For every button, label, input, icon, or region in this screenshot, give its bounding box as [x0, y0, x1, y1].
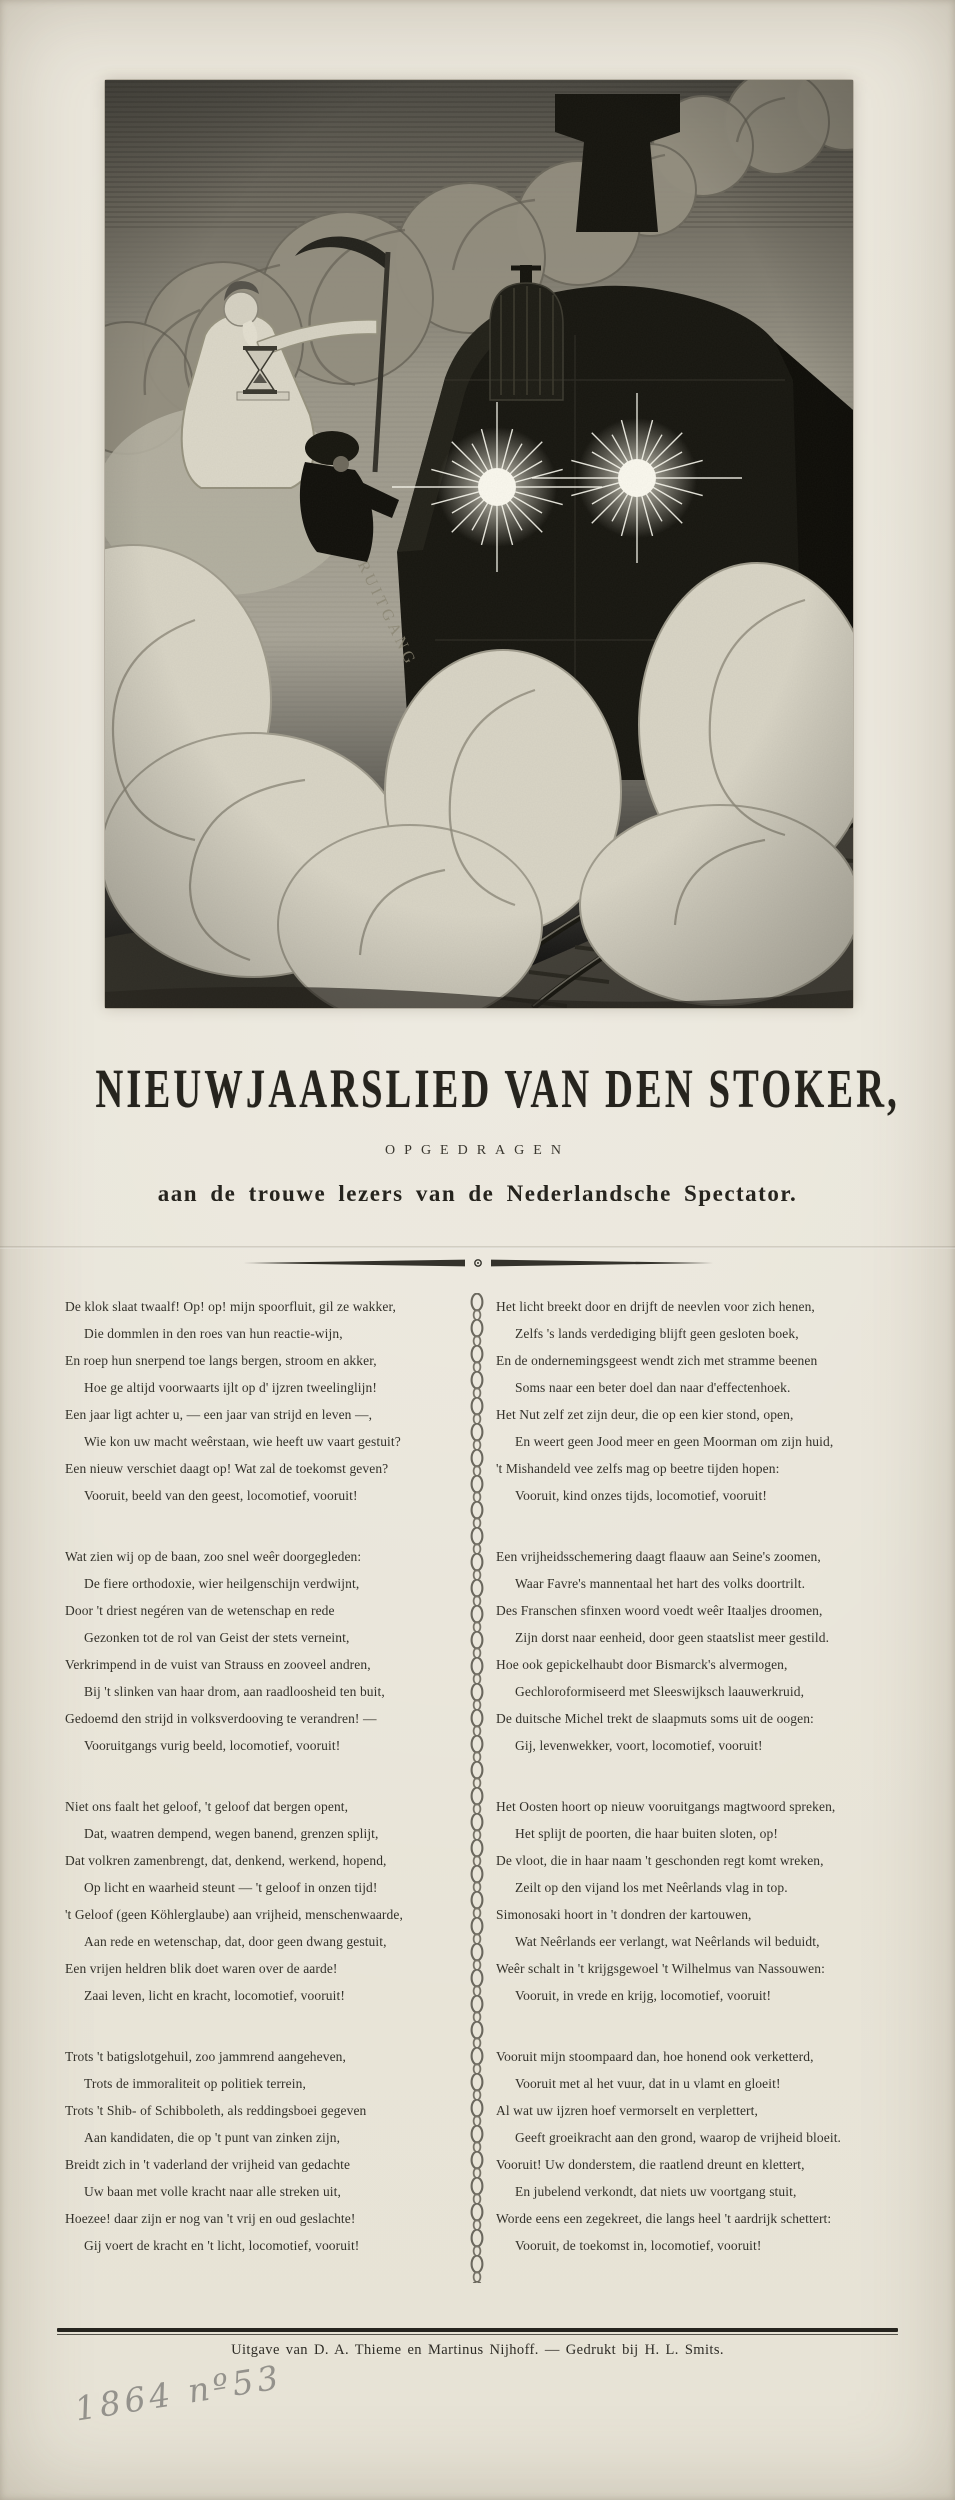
- verse-line: Zaai leven, licht en kracht, locomotief, vooruit!: [84, 1988, 345, 2003]
- verse-line: De klok slaat twaalf! Op! op! mijn spoorfluit, gil ze wakker,: [65, 1299, 396, 1314]
- verse-line: Hoe ge altijd voorwaarts ijlt op d' ijzren tweelinglijn!: [84, 1380, 377, 1395]
- verse-line: Zijn dorst naar eenheid, door geen staatslist meer gestild.: [515, 1630, 830, 1645]
- poem-left-column: [65, 1293, 462, 2293]
- verse-line: En roep hun snerpend toe langs bergen, stroom en akker,: [65, 1353, 377, 1368]
- stanza-4-right: [496, 2043, 890, 2259]
- verse-line: Vooruit! Uw donderstem, die raatlend dreunt en klettert,: [496, 2157, 805, 2172]
- lithograph-illustration: [105, 80, 853, 1008]
- verse-line: Gij voert de kracht en 't licht, locomotief, vooruit!: [84, 2238, 360, 2253]
- verse-line: Breidt zich in 't vaderland der vrijheid van gedachte: [65, 2157, 351, 2172]
- verse-line: Vooruit, in vrede en krijg, locomotief, vooruit!: [515, 1988, 772, 2003]
- stanza-4-left: [65, 2043, 462, 2259]
- verse-line: Door 't driest negéren van de wetenschap en rede: [65, 1603, 335, 1618]
- paper-fold-line: [0, 1246, 955, 1249]
- stanza-1-right: [496, 1293, 890, 1509]
- verse-line: En weert geen Jood meer en geen Moorman om zijn huid,: [515, 1434, 834, 1449]
- verse-line: Wat zien wij op de baan, zoo snel weêr doorgegleden:: [65, 1549, 362, 1564]
- dedication-line: aan de trouwe lezers van de Nederlandsche Spectator.: [157, 1181, 798, 1206]
- stanza-2-right: [496, 1543, 890, 1759]
- verse-line: Simonosaki hoort in 't dondren der kartouwen,: [496, 1907, 752, 1922]
- locomotive-lithograph-svg: [105, 80, 853, 1008]
- verse-line: Zelfs 's lands verdediging blijft geen gesloten boek,: [515, 1326, 799, 1341]
- subtitle-opgedragen: OPGEDRAGEN: [385, 1143, 570, 1158]
- verse-line: Dat, waatren dempend, wegen banend, grenzen splijt,: [84, 1826, 379, 1841]
- stanza-2-left: [65, 1543, 462, 1759]
- verse-line: Een nieuw verschiet daagt op! Wat zal de toekomst geven?: [65, 1461, 389, 1476]
- swelled-rule-ornament: [243, 1256, 713, 1268]
- verse-line: Een jaar ligt achter u, — een jaar van strijd en leven —,: [65, 1407, 373, 1422]
- verse-line: De duitsche Michel trekt de slaapmuts soms uit de oogen:: [496, 1711, 814, 1726]
- verse-line: Die dommlen in den roes van hun reactie-wijn,: [84, 1326, 343, 1341]
- verse-line: Waar Favre's mannentaal het hart des volks doortrilt.: [515, 1576, 806, 1591]
- imprint-line: Uitgave van D. A. Thieme en Martinus Nijhoff. — Gedrukt bij H. L. Smits.: [231, 2342, 724, 2358]
- verse-line: De vloot, die in haar naam 't geschonden regt komt wreken,: [496, 1853, 824, 1868]
- verse-line: Hoezee! daar zijn er nog van 't vrij en oud geslachte!: [65, 2211, 356, 2226]
- poem-right-column: [496, 1293, 890, 2293]
- verse-line: Op licht en waarheid steunt — 't geloof in onzen tijd!: [84, 1880, 378, 1895]
- verse-line: Weêr schalt in 't krijgsgewoel 't Wilhelmus van Nassouwen:: [496, 1961, 825, 1976]
- verse-line: Worde eens een zegekreet, die langs heel 't aardrijk schettert:: [496, 2211, 832, 2226]
- verse-line: Gechloroformiseerd met Sleeswijksch laauwerkruid,: [515, 1684, 805, 1699]
- verse-line: Het Oosten hoort op nieuw vooruitgangs magtwoord spreken,: [496, 1799, 836, 1814]
- verse-line: Het Nut zelf zet zijn deur, die op een kier stond, open,: [496, 1407, 794, 1422]
- verse-line: Al wat uw ijzren hoef vermorselt en verplettert,: [496, 2103, 758, 2118]
- verse-line: 't Mishandeld vee zelfs mag op beetre tijden hopen:: [496, 1461, 780, 1476]
- verse-line: Bij 't slinken van haar drom, aan raadloosheid ten buit,: [84, 1684, 385, 1699]
- verse-line: En jubelend verkondt, dat niets uw voortgang stuit,: [515, 2184, 797, 2199]
- verse-line: Aan rede en wetenschap, dat, door geen dwang gestuit,: [84, 1934, 387, 1949]
- verse-line: Vooruit mijn stoompaard dan, hoe honend ook verketterd,: [496, 2049, 814, 2064]
- stanza-3-left: [65, 1793, 462, 2009]
- poem-columns: [65, 1293, 895, 2293]
- handwritten-inventory-note: 1864 nº53: [72, 2357, 285, 2429]
- verse-line: Wat Neêrlands eer verlangt, wat Neêrlands wil beduidt,: [515, 1934, 820, 1949]
- title-block: [0, 1059, 955, 1207]
- verse-line: En de ondernemingsgeest wendt zich met stramme beenen: [496, 1353, 818, 1368]
- stanza-3-right: [496, 1793, 890, 2009]
- verse-line: Niet ons faalt het geloof, 't geloof dat bergen opent,: [65, 1799, 349, 1814]
- verse-line: Vooruitgangs vurig beeld, locomotief, vooruit!: [84, 1738, 341, 1753]
- verse-line: Het licht breekt door en drijft de neevlen voor zich henen,: [496, 1299, 815, 1314]
- chain-ornament-divider: [470, 1293, 484, 2293]
- verse-line: Hoe ook gepickelhaubt door Bismarck's alvermogen,: [496, 1657, 788, 1672]
- imprint-rule: [57, 2328, 898, 2337]
- verse-line: Wie kon uw macht weêrstaan, wie heeft uw vaart gestuit?: [84, 1434, 401, 1449]
- verse-line: Verkrimpend in de vuist van Strauss en zooveel andren,: [65, 1657, 371, 1672]
- verse-line: Het splijt de poorten, die haar buiten sloten, op!: [515, 1826, 778, 1841]
- verse-line: Dat volkren zamenbrengt, dat, denkend, werkend, hopend,: [65, 1853, 387, 1868]
- verse-line: Soms naar een beter doel dan naar d'effectenhoek.: [515, 1380, 791, 1395]
- verse-line: Een vrijen heldren blik doet waren over de aarde!: [65, 1961, 338, 1976]
- verse-line: Een vrijheidsschemering daagt flaauw aan Seine's zoomen,: [496, 1549, 821, 1564]
- verse-line: Trots de immoraliteit op politiek terrein,: [84, 2076, 306, 2091]
- verse-line: Zeilt op den vijand los met Neêrlands vlag in top.: [515, 1880, 788, 1895]
- verse-line: 't Geloof (geen Köhlerglaube) aan vrijheid, menschenwaarde,: [65, 1907, 403, 1922]
- verse-line: Gedoemd den strijd in volksverdooving te verandren! —: [65, 1711, 377, 1726]
- page-title: NIEUWJAARSLIED VAN DEN STOKER,: [95, 1059, 900, 1120]
- verse-line: Des Franschen sfinxen woord voedt weêr Itaaljes droomen,: [496, 1603, 823, 1618]
- verse-line: Trots 't Shib- of Schibboleth, als reddingsboei gegeven: [65, 2103, 367, 2118]
- verse-line: Vooruit, de toekomst in, locomotief, vooruit!: [515, 2238, 762, 2253]
- verse-line: Vooruit met al het vuur, dat in u vlamt en gloeit!: [515, 2076, 781, 2091]
- verse-line: Gij, levenwekker, voort, locomotief, vooruit!: [515, 1738, 763, 1753]
- verse-line: Trots 't batigslotgehuil, zoo jammrend aangeheven,: [65, 2049, 347, 2064]
- stanza-1-left: [65, 1293, 462, 1509]
- verse-line: Gezonken tot de rol van Geist der stets verneint,: [84, 1630, 350, 1645]
- verse-line: De fiere orthodoxie, wier heilgenschijn verdwijnt,: [84, 1576, 360, 1591]
- verse-line: Vooruit, kind onzes tijds, locomotief, vooruit!: [515, 1488, 767, 1503]
- verse-line: Vooruit, beeld van den geest, locomotief, vooruit!: [84, 1488, 358, 1503]
- verse-line: Geeft groeikracht aan den grond, waarop de vrijheid bloeit.: [515, 2130, 842, 2145]
- verse-line: Uw baan met volle kracht naar alle streken uit,: [84, 2184, 341, 2199]
- verse-line: Aan kandidaten, die op 't punt van zinken zijn,: [84, 2130, 341, 2145]
